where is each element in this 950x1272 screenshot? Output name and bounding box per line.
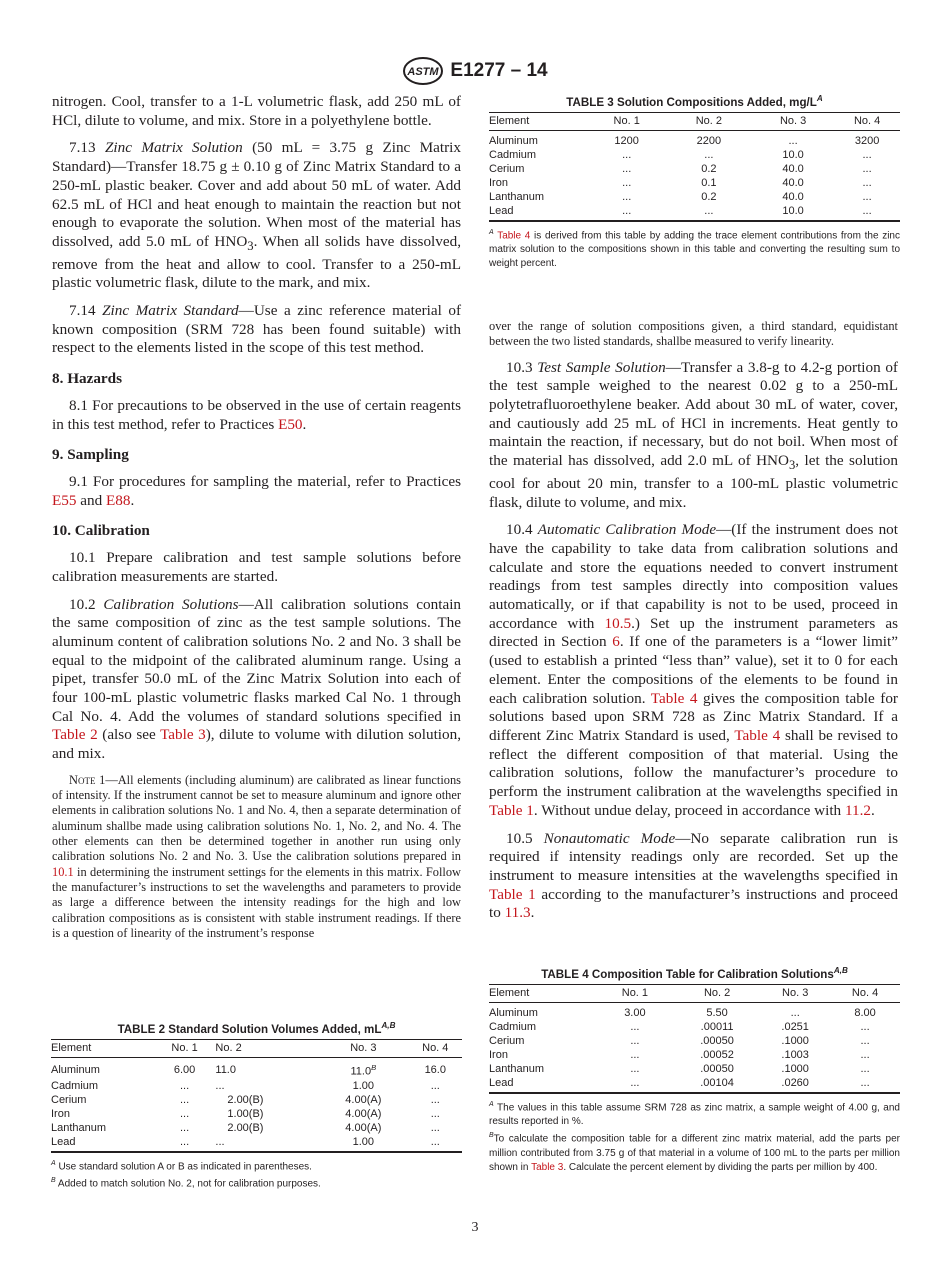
cross-reference-link[interactable]: Table 1 <box>489 885 536 903</box>
text-run: 8.1 For precautions to be observed in the use of certain reagents in this test method, refer to Practices <box>52 396 461 433</box>
table-cell: 1.00 <box>352 1079 375 1092</box>
text-run: . Calculate the percent element by dividing the parts per million by 400. <box>563 1161 878 1173</box>
table-cell: ... <box>860 1062 870 1075</box>
note-paragraph <box>489 319 898 350</box>
text-run: and <box>76 491 106 509</box>
table-row <box>51 1057 462 1078</box>
table-cell: .1000 <box>781 1034 809 1047</box>
table-cell: ... <box>430 1107 440 1120</box>
table-4 <box>489 966 900 1175</box>
text-run: 9.1 For procedures for sampling the material, refer to Practices <box>69 472 461 490</box>
table-row <box>489 176 900 190</box>
text-run: . <box>302 415 307 433</box>
table-cell: Iron <box>489 176 508 189</box>
table-cell: ... <box>179 1079 190 1092</box>
cross-reference-link[interactable]: Table 4 <box>734 726 781 744</box>
column-header: No. 3 <box>760 984 830 1002</box>
table-cell: Cadmium <box>489 148 537 161</box>
italic-term: Nonautomatic Mode <box>543 829 676 847</box>
table-cell: ... <box>622 190 632 203</box>
table-cell: ... <box>666 204 752 221</box>
cross-reference-link[interactable]: E55 <box>52 491 77 509</box>
table-footnote <box>489 226 900 271</box>
footnote-marker: B <box>371 1062 377 1072</box>
left-column <box>52 93 461 950</box>
table-footnote <box>489 1098 900 1129</box>
text-run: 7.14 <box>69 302 103 320</box>
table-cell: ... <box>179 1093 190 1106</box>
table-cell: 6.00 <box>173 1063 196 1076</box>
paragraph <box>52 93 461 130</box>
footnote-marker: A <box>51 1159 56 1167</box>
table-cell: ... <box>430 1093 440 1106</box>
table-cell: 4.00(A) <box>345 1121 382 1134</box>
text-run: . <box>130 491 135 509</box>
table-cell: ... <box>179 1121 190 1134</box>
table-cell: 1.00 <box>318 1135 408 1152</box>
table-cell: Iron <box>489 1048 508 1061</box>
subscript: 3 <box>247 238 254 253</box>
text-run: . <box>870 801 875 819</box>
paragraph <box>52 473 461 510</box>
table-cell: ... <box>830 1076 900 1093</box>
table-cell: 2200 <box>696 134 722 147</box>
cross-reference-link[interactable]: Table 3 <box>531 1161 564 1173</box>
paragraph <box>489 830 898 924</box>
cross-reference-link[interactable]: Table 2 <box>52 726 98 744</box>
table-cell: 4.00(A) <box>345 1093 382 1106</box>
footnote-marker: B <box>489 1132 494 1140</box>
table-cell: 11.0 <box>215 1063 236 1076</box>
text-run: 10. Calibration <box>52 522 150 540</box>
table-row <box>489 1002 900 1020</box>
table-row <box>489 1020 900 1034</box>
table-cell: Lanthanum <box>51 1121 107 1134</box>
table-cell: ... <box>862 148 872 161</box>
table-footnote <box>489 1129 900 1174</box>
column-header: No. 1 <box>596 984 674 1002</box>
table-footnote <box>51 1174 462 1191</box>
cross-reference-link[interactable]: Table 3 <box>160 726 206 744</box>
table-cell: ... <box>430 1079 440 1092</box>
paragraph <box>52 139 461 293</box>
table-cell: ... <box>630 1034 640 1047</box>
table-cell: ... <box>860 1020 870 1033</box>
table-cell: Lead <box>489 204 588 221</box>
table-row <box>51 1093 462 1107</box>
table-title <box>51 1021 462 1036</box>
table-cell: 40.0 <box>782 176 804 189</box>
table-cell: .1003 <box>781 1048 809 1061</box>
column-header: No. 2 <box>215 1039 318 1057</box>
paragraph <box>489 359 898 513</box>
table-cell: ... <box>622 162 632 175</box>
column-header: No. 2 <box>666 112 752 130</box>
table-cell: Aluminum <box>489 134 538 147</box>
text-run: —(If the instrument does not have the capability to take data from calibration solutions and calculate and store the equations needed to convert instrument readings from test samples directly into composition values automatically, or if that capability is not to be used, proceed in accordance with <box>489 521 898 632</box>
footnote-marker: A,B <box>381 1021 396 1030</box>
table-footnotes <box>489 226 900 271</box>
column-header: No. 4 <box>830 984 900 1002</box>
text-run: 7.13 <box>69 139 105 157</box>
table-cell: ... <box>834 204 900 221</box>
table-header-row <box>489 984 900 1002</box>
text-run: nitrogen. Cool, transfer to a 1-L volumetric flask, add 250 mL of HCl, dilute to volume, and mix. Store in a polyethylene bottle. <box>52 93 461 129</box>
footnote-marker: B <box>51 1176 56 1184</box>
column-header: No. 1 <box>154 1039 216 1057</box>
text-run: 10.3 <box>506 358 538 376</box>
cross-reference-link[interactable]: 11.3 <box>504 904 531 922</box>
italic-term: Test Sample Solution <box>537 358 666 376</box>
column-header: No. 4 <box>834 112 900 130</box>
paragraph <box>489 521 898 820</box>
table-cell: ... <box>860 1034 870 1047</box>
text-run: . If one of the parameters is a “lower limit” (used to establish a printed “less than” value), set it to 0 for each element. Enter the compositions of the elements to be found in each calibration solution. <box>489 633 898 707</box>
section-heading <box>52 370 461 389</box>
text-run: —Use a zinc reference material of known composition (SRM 728 has been found suitable) with respect to the elements listed in the scope of this test method. <box>52 302 462 357</box>
text-run: 10.5 <box>506 829 544 847</box>
table-cell: .00050 <box>700 1062 734 1075</box>
page-number: 3 <box>471 1220 479 1235</box>
text-run: 9. Sampling <box>52 446 129 464</box>
text-run: shall be revised to reflect the different composition of that material. Using the calibration solutions, follow the manufacturer’s procedure to perform the instrument calibration at the wavelengths specified in <box>489 726 898 801</box>
data-table <box>489 112 900 222</box>
italic-term: Zinc Matrix Standard <box>102 302 239 320</box>
table-cell: 10.0 <box>752 204 834 221</box>
text-run: Added to match solution No. 2, not for calibration purposes. <box>55 1178 321 1190</box>
cross-reference-link[interactable]: Table 4 <box>497 230 531 242</box>
table-cell: Lead <box>489 1076 596 1093</box>
footnote-marker: A,B <box>833 966 848 975</box>
text-run: Use standard solution A or B as indicated in parentheses. <box>55 1160 312 1172</box>
subscript: 3 <box>788 458 796 473</box>
table-cell: Cadmium <box>51 1079 99 1092</box>
text-run: over the range of solution compositions given, a third standard, equidistant between the two listed standards, shallbe measured to verify linearity. <box>489 319 898 349</box>
cross-reference-link[interactable]: E88 <box>106 491 131 509</box>
table-cell: $11.0^B$ <box>350 1062 377 1078</box>
italic-term: Zinc Matrix Solution <box>104 139 243 157</box>
table-row <box>489 190 900 204</box>
cross-reference-link[interactable]: Table 4 <box>650 689 698 707</box>
table-row <box>489 148 900 162</box>
designation: E1277 – 14 <box>450 60 548 81</box>
table-cell: ... <box>430 1121 440 1134</box>
section-heading <box>52 446 461 465</box>
table-cell: 0.1 <box>701 176 717 189</box>
table-row <box>489 1048 900 1062</box>
table-cell: 4.00(A) <box>345 1107 382 1120</box>
table-cell: 2.00(B) <box>227 1121 264 1134</box>
table-cell: 1200 <box>614 134 639 147</box>
table-cell: ... <box>630 1020 640 1033</box>
table-cell: .00050 <box>700 1034 734 1047</box>
cross-reference-link[interactable]: 10.5 <box>604 614 632 632</box>
footnote-marker: A <box>489 228 494 236</box>
table-cell: ... <box>790 1006 800 1019</box>
table-title-text: TABLE 4 Composition Table for Calibration Solutions <box>541 967 834 981</box>
text-run: in determining the instrument settings for the elements in this matrix. Follow the manufacturer’s instructions to set the wavelengths and parameters to provide as large a difference between the intensity readings for the high and low calibration compositions as is consistent with stable instrument readings. If there is a question of linearity of the instrument’s response <box>52 864 461 940</box>
page-header <box>0 56 950 91</box>
table-cell: Cerium <box>51 1093 87 1106</box>
text-run: (50 mL = 3.75 g Zinc Matrix Standard)—Transfer 18.75 g ± 0.10 g of Zinc Matrix Standard to a 250-mL plastic beaker. Cover and add about 50 mL of water. Add 62.5 mL of HCl and heat enough to maintain the reaction but not enough to evaporate the solution. When most of the material has dissolved, add 5.0 mL of HNO <box>52 139 461 250</box>
table-row <box>489 1034 900 1048</box>
text-run: 10.4 <box>506 521 538 539</box>
table-cell: ... <box>862 176 872 189</box>
table-cell: Iron <box>51 1107 70 1120</box>
table-3 <box>489 94 900 271</box>
table-cell: 40.0 <box>782 162 804 175</box>
paragraph <box>52 596 461 764</box>
table-cell: .00104 <box>674 1076 760 1093</box>
table-row <box>489 162 900 176</box>
text-run: according to the manufacturer’s instructions and proceed to <box>489 885 898 922</box>
table-title-text: TABLE 2 Standard Solution Volumes Added, mL <box>117 1022 382 1036</box>
table-cell: .1000 <box>781 1062 809 1075</box>
text-run: . Without undue delay, proceed in accordance with <box>533 801 845 819</box>
table-cell: ... <box>862 162 872 175</box>
table-cell: 3200 <box>854 134 880 147</box>
table-cell: ... <box>630 1048 640 1061</box>
table-cell: .00052 <box>700 1048 734 1061</box>
text-run: 8. Hazards <box>52 370 123 388</box>
table-cell: ... <box>215 1135 318 1152</box>
column-header: No. 1 <box>588 112 666 130</box>
table-title <box>489 94 900 109</box>
text-run: —No separate calibration run is required if intensity readings only are recorded. Set up the instrument to measure intensities at the wavelengths specified in <box>489 829 899 884</box>
table-row <box>51 1107 462 1121</box>
table-row <box>489 204 900 221</box>
table-footnotes <box>489 1098 900 1175</box>
table-header-row <box>51 1039 462 1057</box>
table-cell: ... <box>622 148 632 161</box>
table-cell: ... <box>179 1107 190 1120</box>
column-header: No. 4 <box>409 1039 462 1057</box>
italic-term: Automatic Calibration Mode <box>537 521 717 539</box>
table-cell: ... <box>630 1062 640 1075</box>
table-cell: 40.0 <box>782 190 804 203</box>
text-run: , let the solution cool for about 20 min, transfer to a 100-mL plastic volumetric flask, dilute to volume, and mix. <box>489 452 898 511</box>
text-run: .) Set up the instrument parameters as directed in Section <box>489 614 898 651</box>
cross-reference-link[interactable]: 6 <box>612 633 620 651</box>
table-cell: 16.0 <box>424 1063 446 1076</box>
table-cell: Cerium <box>489 162 525 175</box>
table-cell: Cadmium <box>489 1020 537 1033</box>
table-row <box>489 130 900 148</box>
cross-reference-link[interactable]: 11.2 <box>844 801 871 819</box>
table-cell: ... <box>215 1079 225 1092</box>
table-cell: 2.00(B) <box>227 1093 264 1106</box>
table-cell: ... <box>588 204 666 221</box>
table-cell: Cerium <box>489 1034 525 1047</box>
svg-text:ASTM: ASTM <box>407 66 439 78</box>
table-cell: Lanthanum <box>489 1062 545 1075</box>
text-run: The values in this table assume SRM 728 as zinc matrix, a sample weight of 4.00 g, and results reported in %. <box>489 1102 900 1128</box>
table-cell: 8.00 <box>854 1006 876 1019</box>
table-cell: 0.2 <box>701 190 717 203</box>
text-run: is derived from this table by adding the trace element contributions from the zinc matrix solution to the compositions shown in this table and converting the resulting sum to weight percent. <box>489 230 900 270</box>
cross-reference-link[interactable]: Table 1 <box>489 801 534 819</box>
text-run: gives the composition table for solutions based upon SRM 728 as Zinc Matrix Standard. If a different Zinc Matrix Standard is used, <box>489 689 898 744</box>
text-run: . <box>530 904 535 922</box>
text-run: ), dilute to volume with dilution solution, and mix. <box>52 726 462 763</box>
paragraph <box>52 302 461 358</box>
text-run: 1—All elements (including aluminum) are calibrated as linear functions of intensity. If the instrument cannot be set to measure aluminum and ignore other elements in calibration solutions No. 1 and No. 4, then a separate determination of aluminum shallbe made using calibration solutions No. 1, No. 2, and No. 4. The other elements can then be determined together in another run using only calibration solutions No. 2 and No. 3. Use the calibration solutions prepared in <box>52 772 461 864</box>
data-table <box>489 984 900 1094</box>
column-header: No. 2 <box>674 984 760 1002</box>
text-run: —Transfer a 3.8-g to 4.2-g portion of the test sample weighed to the nearest 0.02 g to a 250-mL polytetrafluoroethylene beaker. Add about 30 mL of water, cover, and cautiously add 25 mL of HCl in increments. Heat gently to maintain the reaction, if necessary, but do not boil. When most of the material has dissolved, add 2.0 mL of HNO <box>489 358 898 470</box>
table-cell: 3.00 <box>624 1006 646 1019</box>
table-cell: ... <box>704 148 714 161</box>
table-row <box>51 1135 462 1152</box>
table-footnote <box>51 1157 462 1174</box>
text-run: (also see <box>97 726 161 744</box>
data-table <box>51 1039 462 1153</box>
column-header: No. 3 <box>752 112 834 130</box>
table-row <box>489 1076 900 1093</box>
table-cell: ... <box>862 190 872 203</box>
table-cell: Aluminum <box>51 1063 100 1076</box>
table-cell: ... <box>860 1048 870 1061</box>
table-cell: .0251 <box>781 1020 809 1033</box>
paragraph <box>52 397 461 434</box>
table-cell: ... <box>154 1135 216 1152</box>
table-cell: Aluminum <box>489 1006 538 1019</box>
note-label: Note <box>69 772 96 787</box>
table-cell: 10.0 <box>782 148 804 161</box>
table-cell: Lead <box>51 1135 154 1152</box>
text-run: . When all solids have dissolved, remove from the heat and allow to cool. Transfer to a 250-mL plastic volumetric flask, dilute to the mark, and mix. <box>52 232 461 292</box>
section-heading <box>52 522 461 541</box>
column-header: Element <box>489 984 596 1002</box>
column-header: Element <box>51 1039 154 1057</box>
table-cell: ... <box>788 134 798 147</box>
text-run: —All calibration solutions contain the same composition of zinc as the test sample solutions. The aluminum content of calibration solutions No. 2 and No. 3 shall be equal to the midpoint of the calibrated aluminum range. Using a pipet, transfer 50.0 mL of the Zinc Matrix Solution into each of four 100-mL plastic volumetric flasks marked Cal No. 1 through Cal No. 4. Add the volumes of standard solutions specified in <box>52 595 462 725</box>
table-cell: .0260 <box>760 1076 830 1093</box>
table-header-row <box>489 112 900 130</box>
text-run: 10.1 Prepare calibration and test sample solutions before calibration measurements are started. <box>52 549 461 585</box>
table-cell: ... <box>596 1076 674 1093</box>
footnote-marker: A <box>816 94 823 103</box>
cross-reference-link[interactable]: E50 <box>278 415 303 433</box>
table-2 <box>51 1021 462 1191</box>
table-footnotes <box>51 1157 462 1192</box>
table-row <box>51 1121 462 1135</box>
table-row <box>489 1062 900 1076</box>
cross-reference-link[interactable]: 10.1 <box>52 864 74 879</box>
italic-term: Calibration Solutions <box>103 595 239 613</box>
column-header: No. 3 <box>318 1039 408 1057</box>
astm-logo-icon <box>402 56 444 86</box>
table-row <box>51 1079 462 1093</box>
table-cell: ... <box>409 1135 462 1152</box>
table-cell: ... <box>622 176 632 189</box>
table-title <box>489 966 900 981</box>
text-run: 10.2 <box>69 595 104 613</box>
right-column <box>489 319 898 932</box>
footnote-marker: A <box>489 1100 494 1108</box>
table-cell: Lanthanum <box>489 190 545 203</box>
table-cell: .00011 <box>700 1020 734 1033</box>
table-cell: 0.2 <box>701 162 717 175</box>
text-run: To calculate the composition table for a different zinc matrix material, add the parts per million contributed from 3.75 g of that material in a volume of 100 mL to the parts per million shown in <box>489 1133 900 1173</box>
table-title-text: TABLE 3 Solution Compositions Added, mg/L <box>566 95 817 109</box>
table-cell: 5.50 <box>706 1006 728 1019</box>
note-paragraph <box>52 773 461 941</box>
table-cell: 1.00(B) <box>227 1107 264 1120</box>
column-header: Element <box>489 112 588 130</box>
paragraph <box>52 549 461 586</box>
